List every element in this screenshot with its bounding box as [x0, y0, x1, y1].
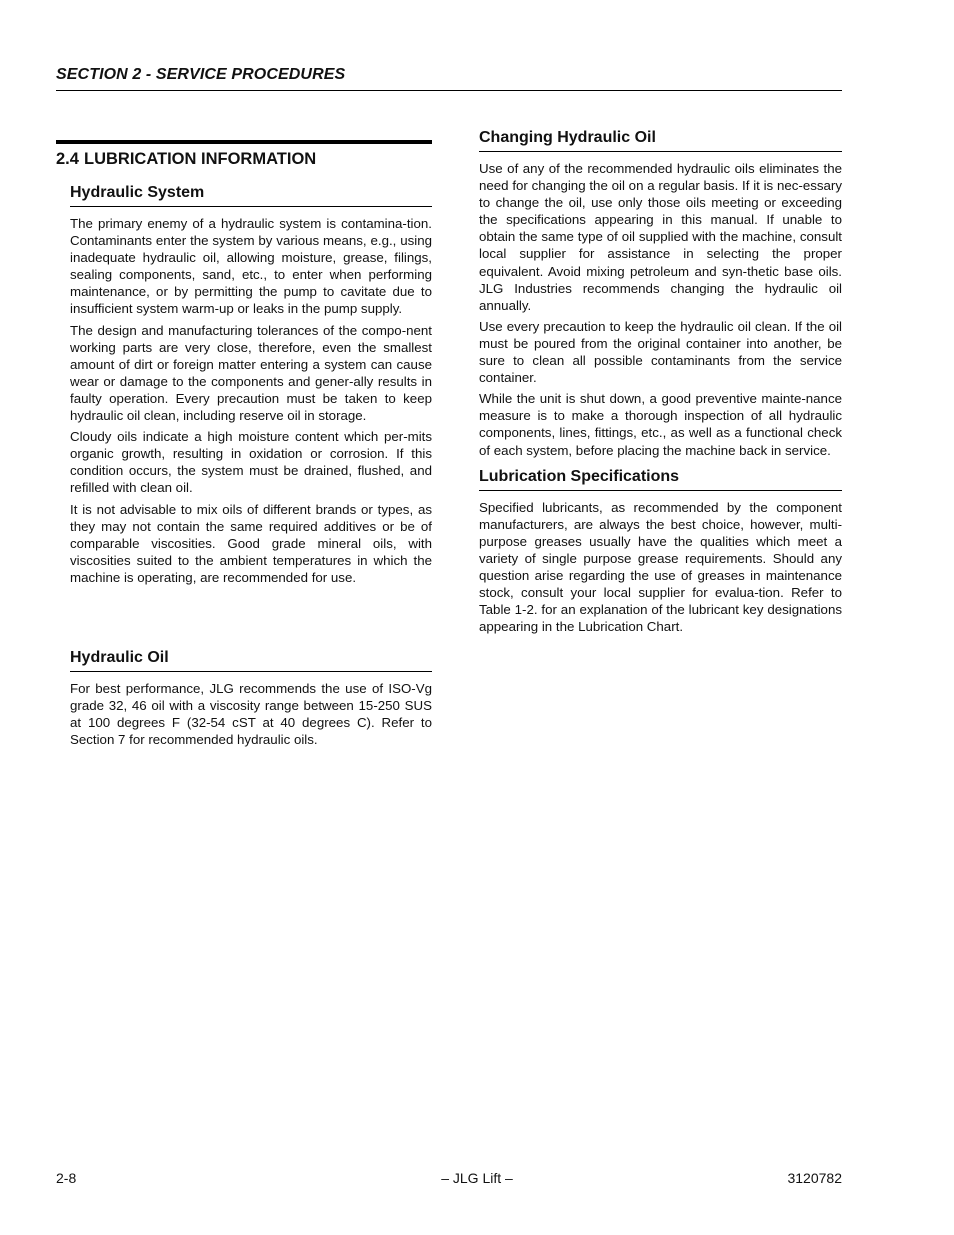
- hydraulic-system-block: [70, 183, 432, 586]
- changing-oil-block: [479, 128, 842, 459]
- hydraulic-system-paragraph-1: The primary enemy of a hydraulic system is contamina-tion. Contaminants enter the system by various means, e.g., using inadequate hydraulic oil, allowing moisture, grease, filings, sealing components, sand, etc., to enter when performing maintenance, or by permitting the pump to cavitate due to insufficient system warm-up or leaks in the pump supply.: [70, 216, 432, 317]
- section-rule: [56, 140, 432, 144]
- section-title: LUBRICATION INFORMATION: [84, 150, 317, 168]
- footer-brand: – JLG Lift –: [441, 1170, 513, 1186]
- changing-oil-paragraph-2: Use every precaution to keep the hydraulic oil clean. If the oil must be poured from the original container into another, be sure to clean all possible contaminants from the service container.: [479, 318, 842, 386]
- left-column: [56, 140, 432, 748]
- lubrication-specs-block: [479, 467, 842, 636]
- changing-oil-paragraph-3: While the unit is shut down, a good preventive mainte-nance measure is to make a thorough inspection of all hydraulic components, lines, fittings, etc., as well as a functional check of each system, before placing the machine back in service.: [479, 391, 842, 458]
- hydraulic-system-paragraph-4: It is not advisable to mix oils of different brands or types, as they may not contain the same required additives or be of comparable viscosities. Good grade mineral oils, with viscosities suited to the ambient temperatures in which the machine is operating, are recommended for use.: [70, 501, 432, 585]
- header-divider: [56, 90, 842, 91]
- lubrication-specs-heading: Lubrication Specifications: [479, 467, 842, 491]
- running-header: SECTION 2 - SERVICE PROCEDURES: [56, 66, 346, 83]
- hydraulic-oil-paragraph: For best performance, JLG recommends the use of ISO-Vg grade 32, 46 oil with a viscosity range between 15-250 SUS at 100 degrees F (32-54 cST at 40 degrees C). Refer to Section 7 for recommended hydraulic oils.: [70, 680, 432, 748]
- section-heading: [56, 148, 432, 170]
- lubrication-specs-paragraph: Specified lubricants, as recommended by the component manufacturers, are always the best choice, however, multi-purpose greases usually have the qualities which meet a variety of single purpose grease requirements. Should any question arise regarding the use of greases in maintenance stock, consult your local supplier for evalua-tion. Refer to Table 1-2. for an explanation of the lubricant key designations appearing in the Lubrication Chart.: [479, 499, 842, 635]
- right-column: [479, 128, 842, 635]
- page-number: 2-8: [56, 1170, 77, 1186]
- hydraulic-system-paragraph-2: The design and manufacturing tolerances of the compo-nent working parts are very close, therefore, even the smallest amount of dirt or foreign matter entering a system can cause wear or damage to the components and gener-ally results in faulty operation. Every precaution must be taken to keep hydraulic oil clean, including reserve oil in storage.: [70, 322, 432, 424]
- hydraulic-oil-block: [70, 648, 432, 748]
- document-number: 3120782: [787, 1170, 842, 1186]
- hydraulic-system-paragraph-3: Cloudy oils indicate a high moisture content which per-mits organic growth, resulting in oxidation or corrosion. If this condition occurs, the system must be drained, flushed, and refilled with clean oil.: [70, 429, 432, 496]
- section-number: 2.4: [56, 150, 79, 168]
- changing-oil-paragraph-1: Use of any of the recommended hydraulic oils eliminates the need for changing the oil on a regular basis. If it is nec-essary to change the oil, use only those oils meeting or exceeding the specifications appearing in this manual. If unable to obtain the same type of oil supplied with the machine, consult local supplier for assistance in selecting the proper equivalent. Avoid mixing petroleum and syn-thetic base oils. JLG Industries recommends changing the hydraulic oil annually.: [479, 161, 842, 313]
- hydraulic-oil-heading: Hydraulic Oil: [70, 648, 432, 672]
- hydraulic-system-heading: Hydraulic System: [70, 183, 432, 207]
- changing-oil-heading: Changing Hydraulic Oil: [479, 128, 842, 152]
